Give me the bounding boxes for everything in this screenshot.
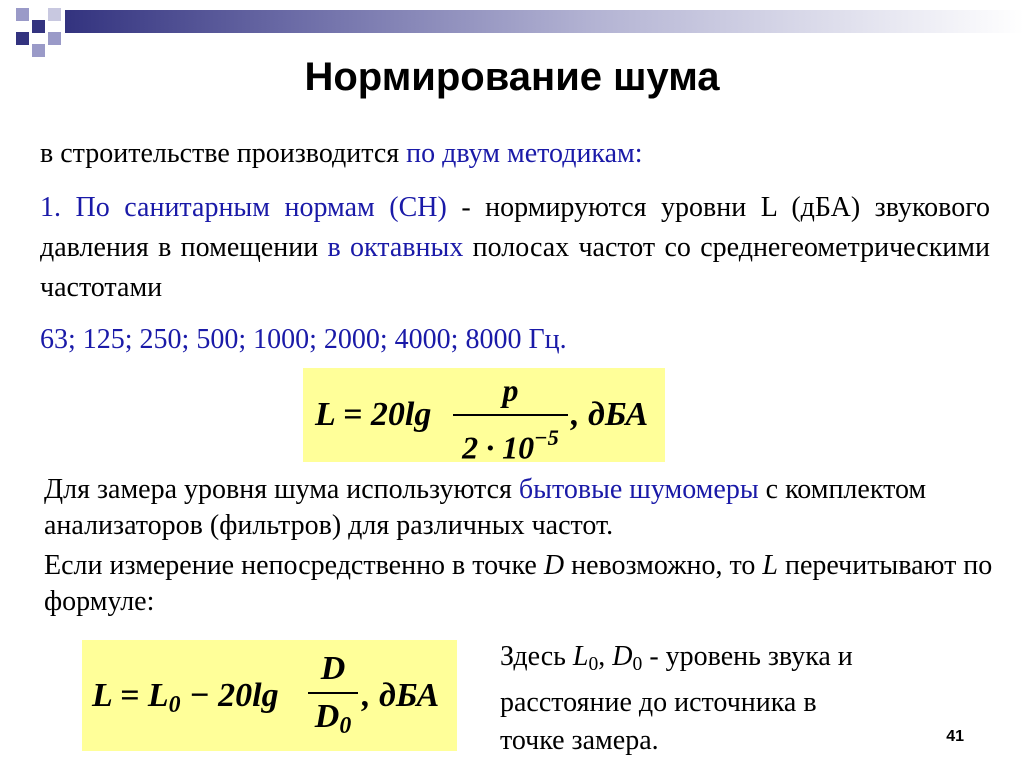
formula1-denominator (453, 420, 568, 465)
header-bar (65, 10, 1024, 33)
recalc-text1: Если измерение непосредственно в точке (44, 550, 544, 581)
formula2-mid: − 20lg (180, 677, 279, 714)
formula1-denominator-base: 2 · 10 (462, 429, 535, 466)
note-L: L (572, 641, 589, 672)
header-square (32, 20, 45, 33)
formula2-denominator (308, 698, 358, 745)
formula2-box (82, 640, 457, 751)
header-square (16, 32, 29, 45)
formula1-box (303, 368, 665, 466)
recalc-D: D (543, 550, 565, 581)
slide-title: Нормирование шума (304, 55, 720, 99)
formula2-lhs-sub: 0 (168, 691, 181, 718)
measure-paragraph (44, 472, 994, 544)
measure-text2: с комплектом анализаторов (фильтров) для различных частот. (44, 474, 927, 541)
formula2-denominator-base: D (314, 698, 340, 735)
formula2-numerator: D (320, 650, 346, 687)
method1-rest2: полосах частот со среднегеометрическими частотами (40, 232, 990, 303)
formula1-fraction-line (453, 414, 568, 416)
page-number: 41 (946, 728, 964, 745)
note-text1: Здесь (500, 641, 573, 672)
note-paragraph (500, 638, 860, 760)
formula2-unit: , дБА (362, 677, 440, 714)
intro-text: в строительстве производится (40, 138, 407, 169)
formula1-unit: , дБА (571, 396, 649, 433)
header-square (48, 32, 61, 45)
recalc-text3: перечитывают по формуле: (44, 550, 993, 617)
formula1-exponent: −5 (534, 425, 559, 450)
method1-rest1: - нормируются уровни L (дБА) звукового давления в помещении (40, 192, 990, 263)
note-comma: , (598, 641, 613, 672)
intro-highlight: по двум методикам: (406, 138, 643, 169)
measure-highlight: бытовые шумомеры (518, 474, 759, 505)
recalc-L: L (762, 550, 778, 581)
header-square (16, 8, 29, 21)
formula2-lhs-text: L = L (92, 677, 169, 714)
note-D: D (612, 641, 633, 672)
formula1-lhs: L = 20lg (315, 396, 432, 433)
formula2-lhs (92, 676, 279, 725)
formula2-fraction-line (308, 692, 358, 694)
note-L-sub: 0 (588, 653, 599, 675)
note-D-sub: 0 (632, 653, 643, 675)
method1-lead: 1. По санитарным нормам (СН) (40, 192, 447, 223)
recalc-text2: невозможно, то (564, 550, 763, 581)
frequencies-line: 63; 125; 250; 500; 1000; 2000; 4000; 8000 Гц. (40, 324, 567, 355)
intro-paragraph (40, 134, 990, 174)
method1-highlight: в октавных (327, 232, 464, 263)
formula1-numerator: p (502, 372, 519, 408)
recalc-paragraph (44, 548, 994, 620)
method1-paragraph (40, 188, 990, 308)
note-text2: - уровень звука и расстояние до источника в точке замера. (500, 641, 853, 756)
measure-text1: Для замера уровня шума используются (44, 474, 519, 505)
formula2-den-sub: 0 (339, 712, 352, 739)
header-square (48, 8, 61, 21)
